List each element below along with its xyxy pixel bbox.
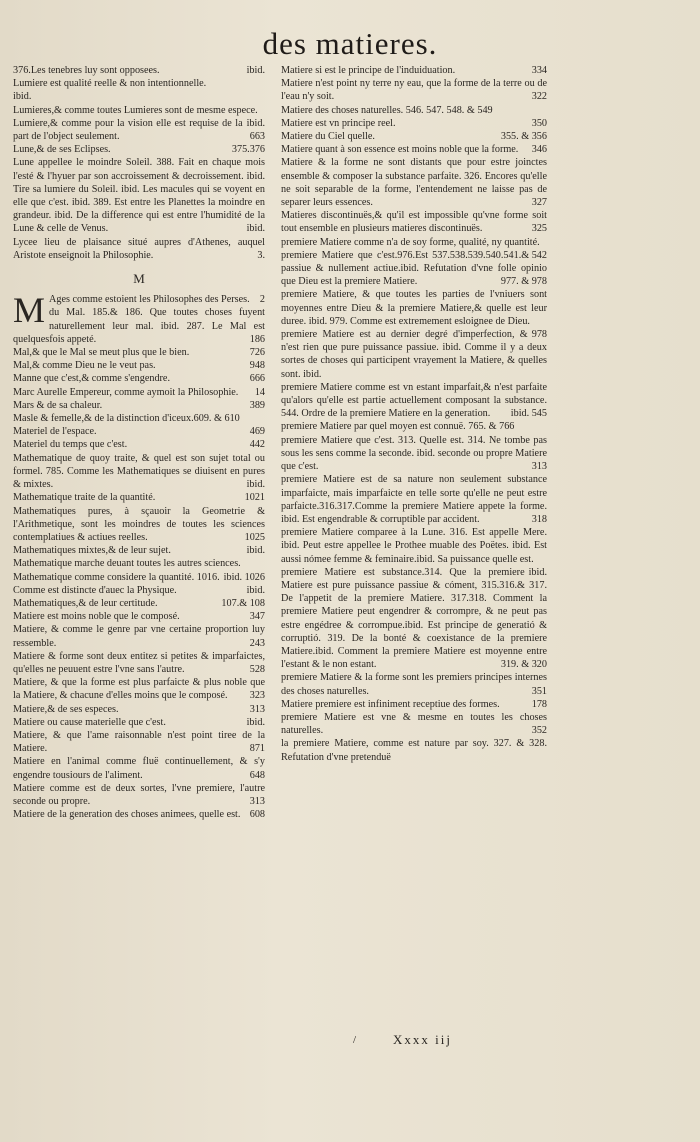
index-entry bbox=[13, 703, 265, 716]
entry-ref: 322 bbox=[531, 91, 547, 103]
entry-ref: 355. & 356 bbox=[500, 131, 547, 143]
entry-text: premiere Matiere est vne & mesme en toutes les choses naturelles. bbox=[281, 711, 547, 737]
index-entry bbox=[281, 117, 547, 130]
index-entry bbox=[281, 698, 547, 711]
index-entry bbox=[281, 473, 547, 526]
index-entry bbox=[281, 328, 547, 381]
entry-ref: 313 bbox=[249, 795, 265, 807]
entry-text: premiere Matiere comme n'a de soy forme, qualité, ny quantité. bbox=[281, 236, 540, 248]
index-entry bbox=[13, 557, 265, 583]
page-header: des matieres. bbox=[262, 26, 438, 61]
entry-ref: 726 bbox=[249, 347, 265, 359]
entry-text: la premiere Matiere, comme est nature par soy. 327. & 328. Refutation d'vne pretenduë bbox=[281, 738, 547, 763]
entry-text: Matiere si est le principe de l'induiduation. bbox=[281, 65, 456, 76]
index-entry bbox=[281, 381, 547, 421]
index-entry bbox=[13, 156, 265, 235]
entry-text: Mathematique comme considere la quantité. 1016. Comme est distincte d'auec la Physique. bbox=[13, 571, 220, 596]
entry-ref: 350 bbox=[531, 117, 547, 129]
entry-ref: ibid. 545 bbox=[510, 408, 547, 420]
index-entry bbox=[13, 425, 265, 438]
entry-text: Matiere du Ciel quelle. bbox=[281, 131, 375, 143]
index-entry bbox=[281, 526, 547, 578]
index-entry bbox=[281, 434, 547, 474]
entry-ref: 243 bbox=[249, 637, 265, 649]
entry-ref: 469 bbox=[249, 426, 265, 438]
index-entry bbox=[13, 544, 265, 557]
index-entry bbox=[13, 104, 265, 129]
entry-text: Matiere en l'animal comme fluë continuellement, & s'y engendre tousiours de l'aliment. bbox=[13, 756, 265, 781]
index-entry bbox=[13, 143, 265, 156]
index-entry bbox=[13, 77, 265, 90]
section-letter: M bbox=[133, 271, 145, 287]
drop-cap: M bbox=[13, 290, 46, 331]
index-entry bbox=[13, 346, 265, 359]
entry-ref: 666 bbox=[249, 373, 265, 385]
index-entry bbox=[13, 716, 265, 729]
index-entry bbox=[281, 104, 547, 117]
entry-ref: ibid. 1026 bbox=[223, 571, 265, 583]
entry-ref: 319. & 320 bbox=[500, 659, 547, 671]
entry-text: ibid. bbox=[13, 91, 32, 103]
entry-text: premiere Matiere comme est vn estant imparfait,& n'est parfaite qu'alors qu'elle est partie actuellement composant la substance. 544. Ordre de la premiere Matiere en la generation. bbox=[281, 381, 547, 420]
index-entry bbox=[13, 597, 265, 610]
index-entry bbox=[281, 671, 547, 697]
entry-ref: ibid. bbox=[246, 117, 265, 129]
entry-text: Matiere & la forme ne sont distants que pour estre joinctes ensemble & composer la substance parfaite. 326. Encores qu'elle ne soit separable de la forme, l'entendement ne laisse pas de separer leurs essences. bbox=[281, 157, 547, 209]
entry-ref: 663 bbox=[249, 131, 265, 143]
entry-ref: 14 bbox=[254, 386, 265, 398]
entry-ref: 3. bbox=[257, 249, 265, 261]
entry-ref: 375.376 bbox=[231, 144, 265, 156]
entry-ref: 327 bbox=[531, 197, 547, 209]
entry-text: premiere Matiere par quel moyen est connuë. 765. & 766 bbox=[281, 421, 515, 433]
index-entry bbox=[13, 90, 265, 103]
index-entry bbox=[281, 143, 547, 156]
entry-ref: 442 bbox=[249, 439, 265, 451]
index-entry bbox=[13, 438, 265, 451]
entry-text: Lumiere est qualité reelle & non intentionnelle. bbox=[13, 78, 207, 90]
left-column bbox=[13, 64, 265, 821]
index-entry bbox=[13, 399, 265, 412]
left-m-entries bbox=[13, 290, 265, 821]
entry-text: Mars & de sa chaleur. bbox=[13, 399, 103, 411]
index-entry bbox=[13, 386, 265, 399]
index-entry bbox=[13, 623, 265, 649]
index-entry bbox=[281, 77, 547, 103]
entry-text: 376.Les tenebres luy sont opposees. bbox=[13, 65, 160, 76]
entry-ref: 1021 bbox=[244, 492, 265, 504]
entry-text: Matiere,& de ses especes. bbox=[13, 703, 119, 715]
entry-text: Matiere, & que la forme est plus parfaicte & plus noble que la Matiere, & chacune d'elles moins que le composé. bbox=[13, 677, 265, 702]
entry-ref: ibid. bbox=[246, 479, 265, 491]
entry-text: Ages comme estoient les Philosophes des Perses. bbox=[49, 294, 250, 306]
entry-ref: 351 bbox=[531, 685, 547, 697]
index-entry bbox=[13, 64, 265, 77]
entry-ref: 352 bbox=[531, 725, 547, 737]
entry-ref: ibid. bbox=[246, 584, 265, 596]
entry-ref: 648 bbox=[249, 769, 265, 781]
entry-ref: 178 bbox=[531, 698, 547, 710]
index-entry bbox=[281, 64, 547, 77]
entry-text: premiere Matiere est substance.314. Que la premiere Matiere est pure puissance passiue & cóment, 315.316.& 317. De l'appetit de la premiere Matiere. 317.318. Comment la premiere Matiere peut engendrer & corrompre, & ne peut pas estre engédree & corrompue.ibid. Est principe de generatió & corruptió. 319. De la bonté & coexistance de la premiere Matiere.ibid. Comment la premiere Matiere est moyenne entre l'estant & le non estant. bbox=[281, 566, 547, 671]
entry-text: premiere Matiere est au dernier degré d'imperfection, & n'est rien que pure puissance passiue. ibid. Comme il y a deux sortes de choses qui participent vrayement la Matiere, & quelles sont. ibid. bbox=[281, 329, 547, 380]
signature-mark: Xxxx iij bbox=[393, 1032, 452, 1047]
entry-ref: 334 bbox=[531, 65, 547, 76]
entry-text: Lycee lieu de plaisance situé aupres d'Athenes, auquel Aristote enseignoit la Philosophie. bbox=[13, 236, 265, 261]
entry-text: Manne que c'est,& comme s'engendre. bbox=[13, 373, 170, 385]
left-top-entries bbox=[13, 64, 265, 262]
right-entries bbox=[281, 64, 547, 764]
entry-text: Matiere & forme sont deux entitez si petites & imparfaictes, qu'elles ne peuuent estre l'vne sans l'autre. bbox=[13, 650, 265, 675]
entry-text: Mathematiques pures, à sçauoir la Geometrie & l'Arithmetique, sont les moindres de toutes les sciences contemplatiues & actiues reelles. bbox=[13, 505, 265, 543]
entry-ref: 1025 bbox=[244, 531, 265, 543]
entry-ref: 325 bbox=[531, 223, 547, 235]
entry-ref: ibid. bbox=[246, 716, 265, 728]
index-entry bbox=[13, 293, 265, 306]
index-entry bbox=[281, 236, 547, 261]
entry-text: premiere Matiere, & que toutes les parties de l'vniuers sont moyennes entre Dieu & la premiere Matiere,& quelle est leur duree. ibid. 979. Comme est extremement esloignee de Dieu. bbox=[281, 289, 547, 327]
entry-text: Lune,& de ses Eclipses. bbox=[13, 144, 111, 156]
index-entry bbox=[13, 505, 265, 545]
entry-ref: 948 bbox=[249, 360, 265, 372]
entry-text: premiere Matiere est de sa nature non seulement substance imparfaicte, mais imparfaicte en telle sorte qu'elle ne peut estre parfaicte.316.317.Comme la premiere Matiere appete la forme. ibid. Est engendrable & corruptible par accident. bbox=[281, 474, 547, 525]
index-entry bbox=[13, 676, 265, 702]
index-entry bbox=[281, 420, 547, 433]
entry-text: Marc Aurelle Empereur, comme aymoit la Philosophie. bbox=[13, 386, 239, 398]
entry-text: premiere Matiere & la forme sont les premiers principes internes des choses naturelles. bbox=[281, 672, 547, 697]
entry-text: Matieres discontinuës,& qu'il est impossible qu'vne forme soit tout ensemble en plusieurs matieres discontinuës. bbox=[281, 210, 547, 235]
index-entry bbox=[281, 209, 547, 235]
entry-ref: 389 bbox=[249, 399, 265, 411]
entry-text: Materiel de l'espace. bbox=[13, 426, 97, 438]
index-entry bbox=[13, 359, 265, 372]
entry-ref: ibid. bbox=[528, 566, 547, 578]
entry-ref: 346 bbox=[531, 144, 547, 156]
entry-text: Matiere, & comme le genre par vne certaine proportion luy ressemble. bbox=[13, 624, 265, 649]
index-entry bbox=[13, 729, 265, 755]
entry-text: Matiere comme est de deux sortes, l'vne premiere, l'autre seconde ou propre. bbox=[13, 782, 265, 807]
entry-text: Lune appellee le moindre Soleil. 388. Fait en chaque mois l'esté & l'hyuer par son accroissement & decroissement. ibid. Tire sa lumiere du Soleil. ibid. Les macules qui se voyent en elle que c'est. ibid. 389. Est entre les Planettes la moindre en grandeur. ibid. De la difference qui est entre l'humidité de la Lune & celle de Venus. bbox=[13, 157, 265, 235]
entry-text: du Mal. 185.& 186. Que toutes choses fuyent naturellement leur mal. ibid. 287. Le Mal est quelquesfois appeté. bbox=[13, 307, 265, 345]
index-entry bbox=[281, 566, 547, 672]
entry-ref: 318 bbox=[531, 513, 547, 525]
entry-text: premiere Matiere que c'est. 313. Quelle est. 314. Ne tombe pas sous les sens comme la seconde. ibid. seconde ou propre Matiere que c'est. bbox=[281, 434, 547, 473]
entry-text: Matiere ou cause materielle que c'est. bbox=[13, 716, 166, 728]
entry-text: Mal,& comme Dieu ne le veut pas. bbox=[13, 360, 156, 372]
entry-text: premiere Matiere que c'est.976.Est passiue & nullement actiue.ibid. Refutation d'vne folle opinio que Dieu est la premiere Matiere. bbox=[281, 249, 547, 288]
entry-text: Matiere premiere est infiniment receptiue des formes. bbox=[281, 698, 500, 710]
entry-ref: ibid. bbox=[246, 65, 265, 76]
entry-ref: 537.538.539.540.541.& 542 bbox=[432, 249, 547, 261]
entry-ref: 107.& 108 bbox=[221, 597, 265, 609]
entry-text: Matiere n'est point ny terre ny eau, que la forme de la terre ou de l'eau n'y soit. bbox=[281, 78, 547, 103]
index-entry bbox=[13, 372, 265, 385]
entry-ref: ibid. bbox=[246, 223, 265, 235]
entry-text: Matiere est vn principe reel. bbox=[281, 117, 396, 129]
index-entry bbox=[13, 491, 265, 504]
entry-text: Mathematiques mixtes,& de leur sujet. bbox=[13, 545, 171, 557]
entry-ref: 528 bbox=[249, 663, 265, 675]
index-entry bbox=[281, 130, 547, 143]
entry-text: Mal,& que le Mal se meut plus que le bien. bbox=[13, 347, 190, 359]
index-entry bbox=[13, 412, 265, 425]
entry-ref: 871 bbox=[249, 743, 265, 755]
entry-text: Materiel du temps que c'est. bbox=[13, 439, 128, 451]
entry-ref: 2 bbox=[259, 294, 265, 306]
entry-ref: 978 bbox=[531, 329, 547, 341]
entry-ref: 323 bbox=[249, 690, 265, 702]
entry-ref: 313 bbox=[249, 703, 265, 715]
slash-mark: / bbox=[353, 1034, 357, 1046]
index-entry bbox=[13, 755, 265, 781]
entry-text: Mathematiques,& de leur certitude. bbox=[13, 597, 158, 609]
entry-text: Mathematique de quoy traite, & quel est son sujet total ou formel. 785. Comme les Mathematiques se diuisent en pures & mixtes. bbox=[13, 452, 265, 491]
index-entry bbox=[281, 156, 547, 209]
index-entry bbox=[13, 306, 265, 346]
index-entry bbox=[13, 236, 265, 262]
entry-text: Matiere, & que l'ame raisonnable n'est point tiree de la Matiere. bbox=[13, 729, 265, 755]
index-entry bbox=[13, 782, 265, 808]
entry-text: Mathematique traite de la quantité. bbox=[13, 492, 156, 504]
entry-text: Masle & femelle,& de la distinction d'iceux.609. & 610 bbox=[13, 413, 240, 425]
entry-text: premiere Matiere comparee à la Lune. 316. Est appelle Mere. ibid. Peut estre appellee le Prothee muable des Poëtes. ibid. Est aussi nómee femme & feminaire.ibid. Sa puissance quelle est. bbox=[281, 527, 547, 565]
entry-ref: 186 bbox=[249, 333, 265, 345]
entry-text: Lumieres,& comme toutes Lumieres sont de mesme espece. bbox=[13, 104, 258, 116]
entry-text: Mathematique marche deuant toutes les autres sciences. bbox=[13, 558, 241, 570]
index-entry bbox=[13, 650, 265, 676]
index-entry bbox=[281, 737, 547, 763]
entry-ref: ibid. bbox=[246, 545, 265, 557]
right-column bbox=[281, 64, 547, 764]
entry-ref: 313 bbox=[531, 461, 547, 473]
entry-text: Matiere des choses naturelles. 546. 547. 548. & 549 bbox=[281, 104, 493, 116]
index-entry bbox=[13, 610, 265, 623]
entry-ref: 608 bbox=[249, 809, 265, 821]
index-entry bbox=[281, 711, 547, 737]
entry-text: Matiere quant à son essence est moins noble que la forme. bbox=[281, 144, 519, 156]
index-entry bbox=[13, 452, 265, 492]
index-entry bbox=[13, 117, 265, 143]
index-entry bbox=[13, 808, 265, 821]
entry-text: Matiere de la generation des choses animees, quelle est. bbox=[13, 809, 241, 821]
entry-text: Lumiere,& comme pour la vision elle est requise de la part de l'object seulement. bbox=[13, 117, 243, 143]
entry-ref: 977. & 978 bbox=[500, 276, 547, 288]
entry-text: Matiere est moins noble que le composé. bbox=[13, 611, 180, 623]
index-entry bbox=[281, 288, 547, 341]
entry-ref: 347 bbox=[249, 611, 265, 623]
